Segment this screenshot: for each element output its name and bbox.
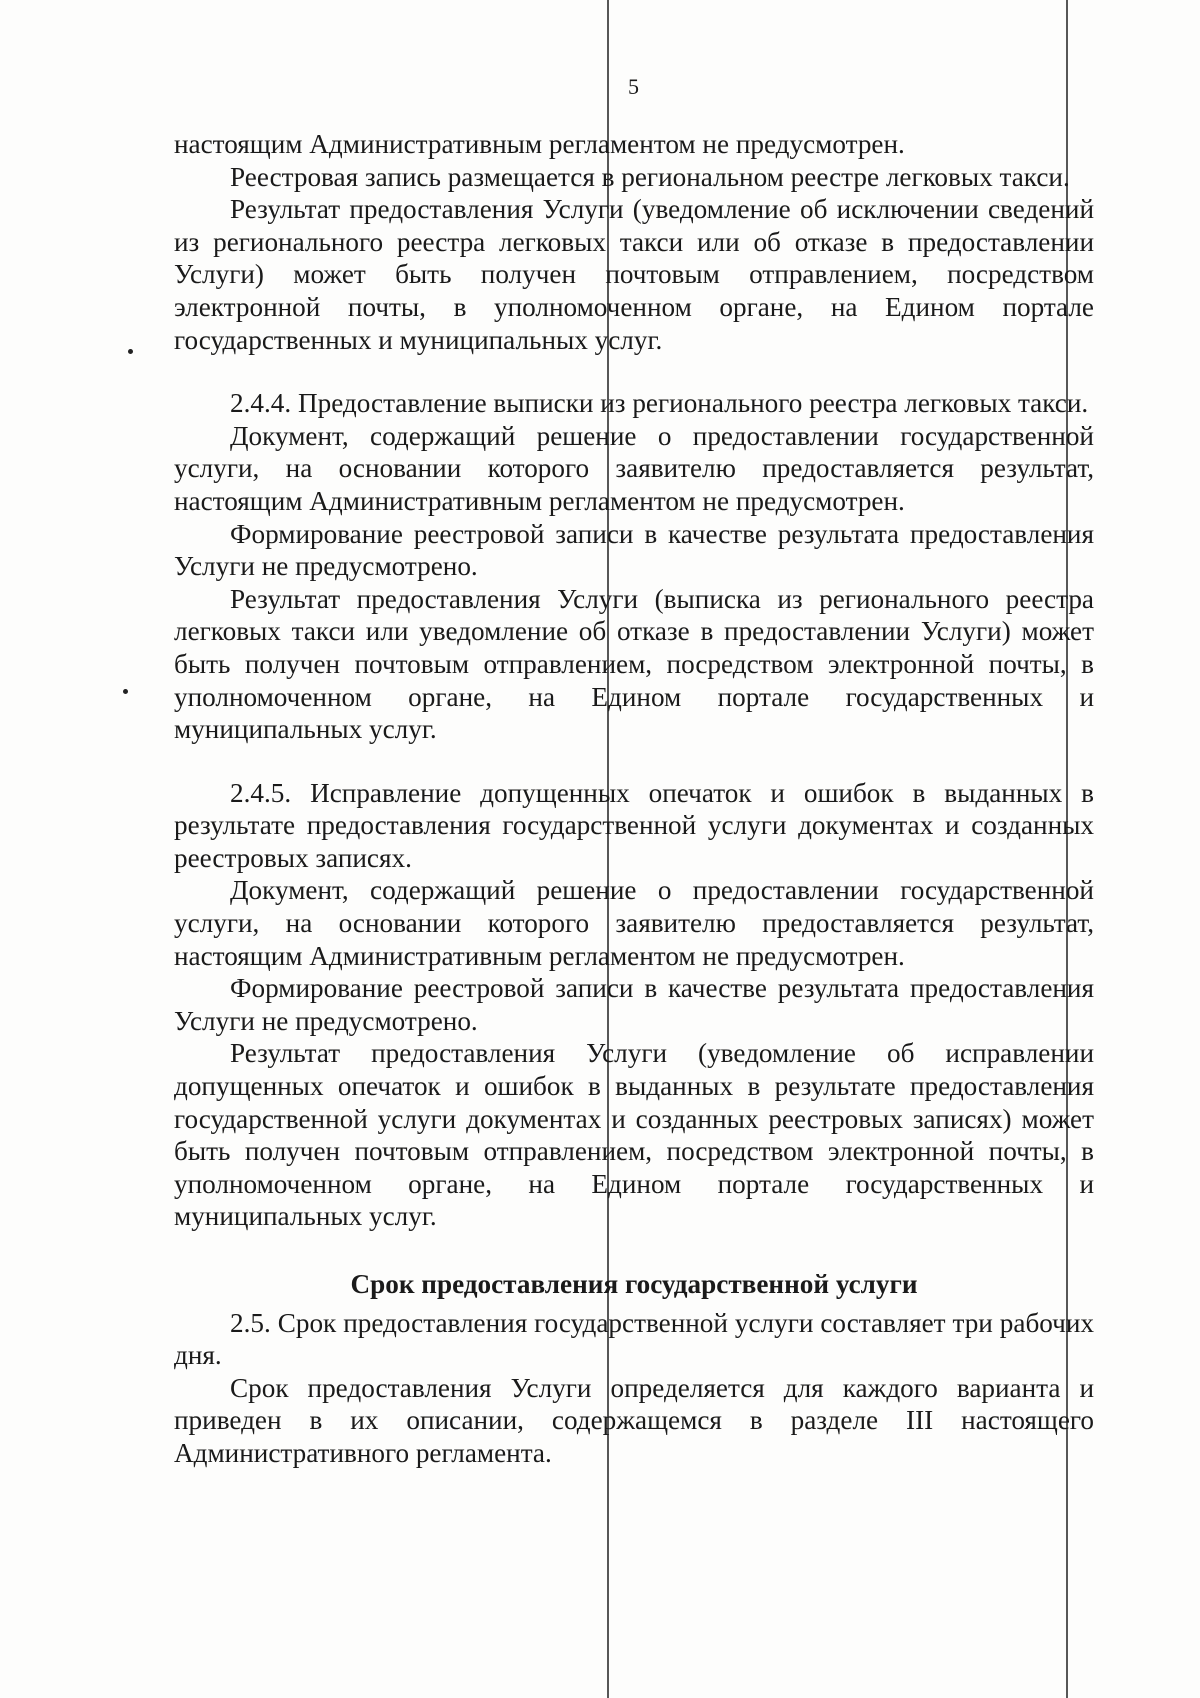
paragraph: Результат предоставления Услуги (уведомление об исправлении допущенных опечаток и ошибок в выданных в результате предоставления государственной услуги документах и созданных реестровых записях) может быть получен почтовым отправлением, посредством электронной почты, в уполномоченном органе, на Едином портале государственных и муниципальных услуг.	[174, 1038, 1094, 1232]
paragraph: Результат предоставления Услуги (уведомление об исключении сведений из регионального реестра легковых такси или об отказе в предоставлении Услуги) может быть получен почтовым отправлением, посредством электронной почты, в уполномоченном органе, на Едином портале государственных и муниципальных услуг.	[174, 194, 1094, 355]
paragraph-continuation: настоящим Административным регламентом не предусмотрен.	[174, 129, 905, 159]
paragraph-clause-2-5: 2.5. Срок предоставления государственной услуги составляет три рабочих дня.	[174, 1307, 1094, 1371]
paragraph: Формирование реестровой записи в качестве результата предоставления Услуги не предусмотрено.	[174, 973, 1094, 1036]
document-body	[174, 128, 1094, 1470]
paragraph-gap	[174, 356, 1094, 387]
section-heading: Срок предоставления государственной услуги	[350, 1269, 918, 1299]
paragraph-gap	[174, 1233, 1094, 1264]
paragraph-gap	[174, 746, 1094, 777]
paragraph: Результат предоставления Услуги (выписка из регионального реестра легковых такси или уведомление об отказе в предоставлении Услуги) может быть получен почтовым отправлением, посредством электронной почты, в уполномоченном органе, на Едином портале государственных и муниципальных услуг.	[174, 583, 1094, 745]
scan-dot-mark	[123, 689, 128, 694]
paragraph: Срок предоставления Услуги определяется для каждого варианта и приведен в их описании, содержащемся в разделе III настоящего Административного регламента.	[174, 1372, 1094, 1468]
paragraph-clause-2-4-5: 2.4.5. Исправление допущенных опечаток и ошибок в выданных в результате предоставления государственной услуги документах и созданных реестровых записях.	[174, 777, 1094, 873]
paragraph: Документ, содержащий решение о предоставлении государственной услуги, на основании которого заявителю предоставляется результат, настоящим Административным регламентом не предусмотрен.	[174, 420, 1094, 516]
paragraph-clause-2-4-4: 2.4.4. Предоставление выписки из регионального реестра легковых такси.	[230, 388, 1089, 419]
scan-dot-mark	[128, 349, 133, 354]
page-number: 5	[628, 74, 639, 99]
paragraph: Формирование реестровой записи в качестве результата предоставления Услуги не предусмотрено.	[174, 518, 1094, 582]
paragraph: Реестровая запись размещается в региональном реестре легковых такси.	[230, 161, 1070, 192]
paragraph: Документ, содержащий решение о предоставлении государственной услуги, на основании которого заявителю предоставляется результат, настоящим Административным регламентом не предусмотрен.	[174, 875, 1094, 971]
